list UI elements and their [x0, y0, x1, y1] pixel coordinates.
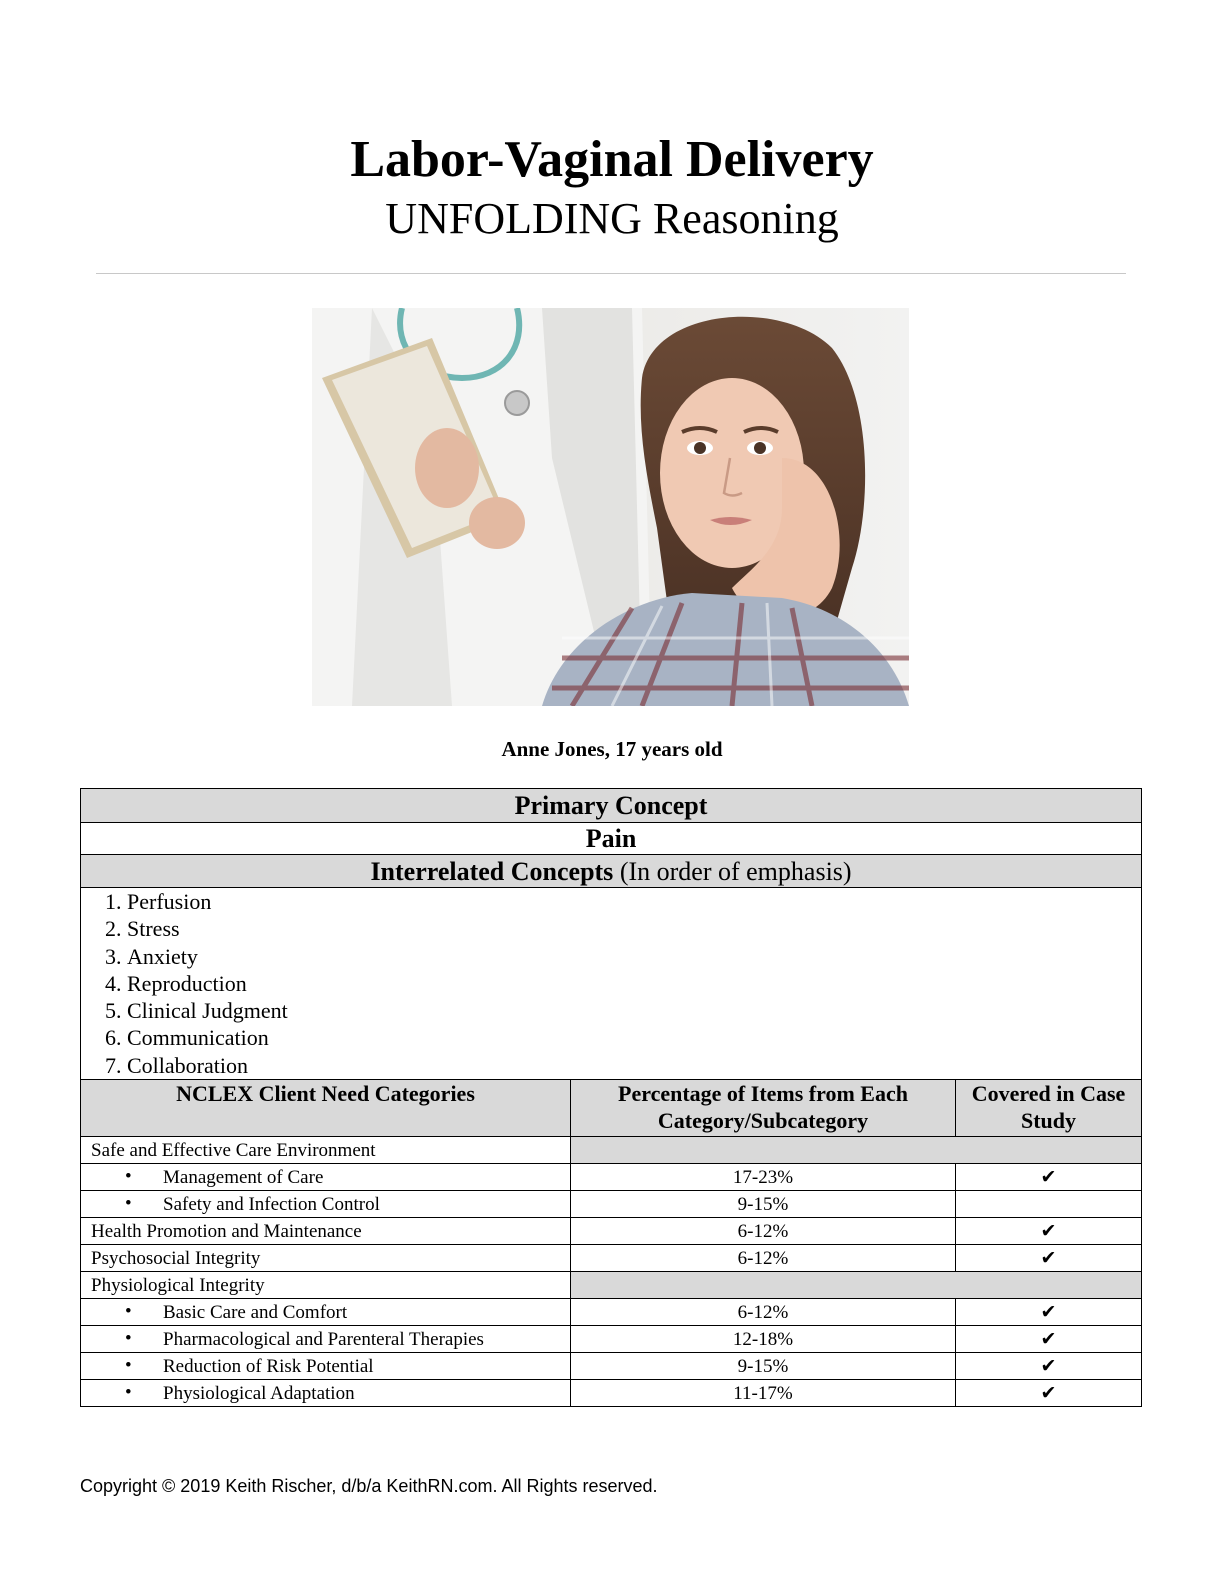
nclex-subcategory-text: Pharmacological and Parenteral Therapies [163, 1328, 484, 1350]
covered-check-icon [956, 1191, 1142, 1218]
bullet-icon: • [125, 1355, 132, 1377]
nclex-shaded-cell [571, 1137, 1142, 1164]
concept-item: 3. Anxiety [127, 943, 1131, 970]
primary-concept-value: Pain [81, 823, 1142, 855]
bullet-icon: • [125, 1193, 132, 1215]
nclex-row [81, 1218, 1142, 1245]
covered-check-icon: ✔ [956, 1353, 1142, 1380]
document-title: Labor-Vaginal Delivery [350, 131, 874, 188]
concept-item: 4. Reproduction [127, 970, 1131, 997]
covered-check-icon: ✔ [956, 1218, 1142, 1245]
nclex-row [81, 1326, 1142, 1353]
nclex-category-label [81, 1380, 571, 1407]
bullet-icon: • [125, 1166, 132, 1188]
covered-check-icon: ✔ [956, 1164, 1142, 1191]
interrelated-concepts-heading: Interrelated Concepts (In order of emphasis) [81, 855, 1142, 888]
concept-item: 6. Communication [127, 1024, 1131, 1051]
nclex-shaded-cell [571, 1272, 1142, 1299]
nclex-percentage: 6-12% [571, 1299, 956, 1326]
nclex-percentage: 6-12% [571, 1218, 956, 1245]
copyright-footer: Copyright © 2019 Keith Rischer, d/b/a KeithRN.com. All Rights reserved. [80, 1476, 658, 1496]
nclex-percentage: 12-18% [571, 1326, 956, 1353]
concept-item: 1. Perfusion [127, 888, 1131, 915]
patient-photo-illustration [312, 308, 909, 706]
nclex-category-label [81, 1164, 571, 1191]
nclex-row [81, 1272, 1142, 1299]
covered-check-icon: ✔ [956, 1299, 1142, 1326]
patient-caption: Anne Jones, 17 years old [501, 737, 723, 761]
nclex-percentage: 9-15% [571, 1353, 956, 1380]
nclex-category-label [81, 1299, 571, 1326]
column-header-categories: NCLEX Client Need Categories [81, 1080, 571, 1137]
interrelated-concepts-list [81, 888, 1142, 1080]
nclex-percentage: 17-23% [571, 1164, 956, 1191]
covered-check-icon: ✔ [956, 1245, 1142, 1272]
nclex-category-label: Health Promotion and Maintenance [81, 1218, 571, 1245]
nclex-subcategory-text: Safety and Infection Control [163, 1193, 380, 1215]
nclex-percentage: 6-12% [571, 1245, 956, 1272]
nclex-subcategory-text: Physiological Adaptation [163, 1382, 355, 1404]
nclex-category-label: Psychosocial Integrity [81, 1245, 571, 1272]
bullet-icon: • [125, 1328, 132, 1350]
bullet-icon: • [125, 1301, 132, 1323]
nclex-row [81, 1137, 1142, 1164]
concept-table [80, 788, 1142, 1407]
nclex-category-label: Physiological Integrity [81, 1272, 571, 1299]
nclex-category-label [81, 1191, 571, 1218]
bullet-icon: • [125, 1382, 132, 1404]
nclex-subcategory-text: Basic Care and Comfort [163, 1301, 348, 1323]
covered-check-icon: ✔ [956, 1380, 1142, 1407]
covered-check-icon: ✔ [956, 1326, 1142, 1353]
column-header-covered: Covered in Case Study [956, 1080, 1142, 1137]
document-subtitle: UNFOLDING Reasoning [385, 194, 839, 243]
primary-concept-heading: Primary Concept [81, 789, 1142, 823]
nclex-row [81, 1380, 1142, 1407]
nclex-category-label: Safe and Effective Care Environment [81, 1137, 571, 1164]
nclex-percentage: 9-15% [571, 1191, 956, 1218]
nclex-category-label [81, 1353, 571, 1380]
concept-item: 5. Clinical Judgment [127, 997, 1131, 1024]
nclex-category-label [81, 1326, 571, 1353]
nclex-row [81, 1164, 1142, 1191]
nclex-row [81, 1245, 1142, 1272]
title-divider [96, 273, 1126, 274]
column-header-percentage: Percentage of Items from Each Category/Subcategory [571, 1080, 956, 1137]
nclex-row [81, 1299, 1142, 1326]
nclex-subcategory-text: Reduction of Risk Potential [163, 1355, 374, 1377]
nclex-row [81, 1353, 1142, 1380]
nclex-subcategory-text: Management of Care [163, 1166, 324, 1188]
nclex-row [81, 1191, 1142, 1218]
patient-photo [312, 308, 909, 706]
concept-item: 7. Collaboration [127, 1052, 1131, 1079]
concept-item: 2. Stress [127, 915, 1131, 942]
nclex-percentage: 11-17% [571, 1380, 956, 1407]
